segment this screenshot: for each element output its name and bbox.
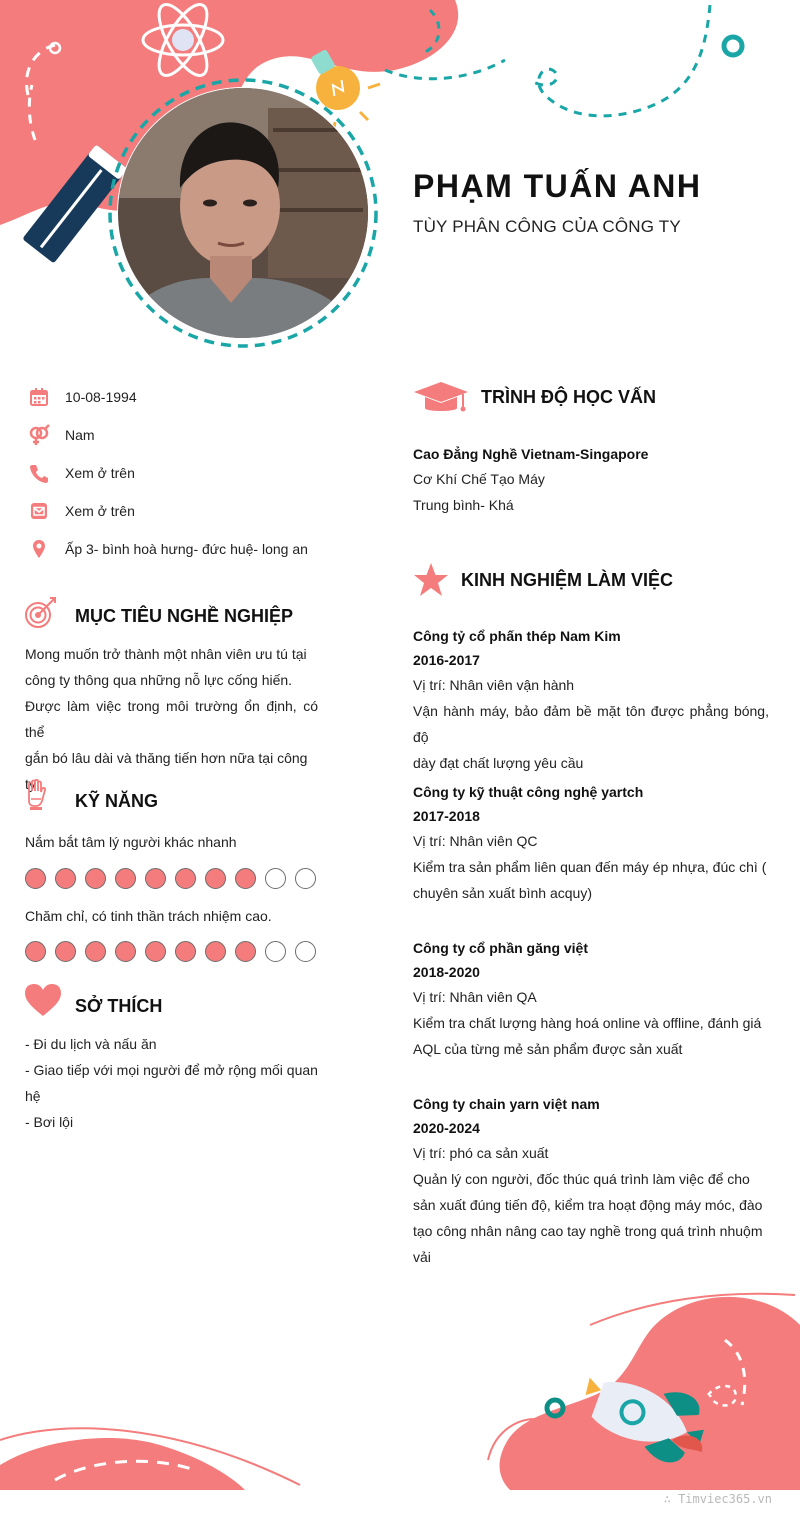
desc-line: tạo công nhân nâng cao tay nghề trong quá trình nhuộm xyxy=(413,1223,763,1239)
experience-item xyxy=(413,1092,769,1270)
rating-dot-filled xyxy=(25,868,46,889)
experience-item xyxy=(413,624,769,776)
rating-dot-filled xyxy=(145,868,166,889)
objective-title: MỤC TIÊU NGHỀ NGHIỆP xyxy=(75,606,294,626)
experience-company: Công tỷ cổ phấn thép Nam Kim xyxy=(413,628,621,644)
objective-line: gắn bó lâu dài và thăng tiến hơn nữa tại công xyxy=(25,750,308,766)
info-gender xyxy=(28,423,95,447)
rating-dot-filled xyxy=(205,941,226,962)
experience-item xyxy=(413,780,769,906)
gender-text: Nam xyxy=(65,427,95,443)
footer-decoration xyxy=(0,1280,800,1490)
experience-desc xyxy=(413,854,769,906)
education-major: Cơ Khí Chế Tạo Máy xyxy=(413,471,545,487)
star-icon xyxy=(413,562,449,598)
birthday-text: 10-08-1994 xyxy=(65,389,137,405)
experience-position: Vị trí: Nhân viên QA xyxy=(413,989,537,1005)
experience-period: 2017-2018 xyxy=(413,808,480,824)
address-text: Ấp 3- bình hoà hưng- đức huệ- long an xyxy=(65,541,308,557)
rating-dot-filled xyxy=(115,941,136,962)
desc-line: chuyên sản xuất bình acquy) xyxy=(413,885,593,901)
skill-label: Nắm bắt tâm lý người khác nhanh xyxy=(25,834,237,850)
experience-period: 2020-2024 xyxy=(413,1120,480,1136)
experience-position: Vị trí: Nhân viên QC xyxy=(413,833,538,849)
experience-desc xyxy=(413,1166,769,1270)
rating-dot-filled xyxy=(55,941,76,962)
rating-dot-filled xyxy=(55,868,76,889)
experience-company: Công ty kỹ thuật công nghệ yartch xyxy=(413,784,644,800)
rating-dot-empty xyxy=(265,941,286,962)
target-icon xyxy=(24,596,58,630)
rating-dot-filled xyxy=(85,941,106,962)
skill-label: Chăm chỉ, có tinh thần trách nhiệm cao. xyxy=(25,908,272,924)
education-school: Cao Đẳng Nghề Vietnam-Singapore xyxy=(413,446,649,462)
desc-line: Quản lý con người, đốc thúc quá trình làm việc để cho xyxy=(413,1171,750,1187)
hobby-line: - Giao tiếp với mọi người để mở rộng mối quan xyxy=(25,1062,318,1078)
info-address xyxy=(28,537,308,561)
experience-desc xyxy=(413,1010,769,1062)
phone-icon xyxy=(28,462,50,484)
experience-position: Vị trí: Nhân viên vận hành xyxy=(413,677,575,693)
experience-period: 2016-2017 xyxy=(413,652,480,668)
experience-position: Vị trí: phó ca sản xuất xyxy=(413,1145,549,1161)
objective-line: ty xyxy=(25,776,36,792)
job-title: TÙY PHÂN CÔNG CỦA CÔNG TY xyxy=(413,217,681,236)
hand-icon xyxy=(24,779,48,811)
education-grade: Trung bình- Khá xyxy=(413,497,514,513)
desc-line: Kiểm tra sản phẩm liên quan đến máy ép nhựa, đúc chì ( xyxy=(413,859,767,875)
gender-icon xyxy=(28,424,50,446)
heart-icon xyxy=(24,983,62,1017)
objective-text xyxy=(25,641,318,797)
rating-dot-empty xyxy=(295,941,316,962)
rating-dot-filled xyxy=(175,868,196,889)
experience-company: Công ty cổ phần găng việt xyxy=(413,940,589,956)
skills-title: KỸ NĂNG xyxy=(75,791,159,811)
desc-line: AQL của từng mẻ sản phẩm được sản xuất xyxy=(413,1041,683,1057)
objective-line: công ty thông qua những nỗ lực cống hiến. xyxy=(25,672,293,688)
hobbies-title: SỞ THÍCH xyxy=(75,996,163,1016)
experience-period: 2018-2020 xyxy=(413,964,480,980)
footer-watermark: ∴ Timviec365.vn xyxy=(663,1492,772,1506)
graduation-cap-icon xyxy=(413,380,469,416)
experience-title: KINH NGHIỆM LÀM VIỆC xyxy=(461,570,674,590)
hobby-line: hệ xyxy=(25,1088,41,1104)
rating-dot-filled xyxy=(85,868,106,889)
experience-desc xyxy=(413,698,769,776)
rating-dot-empty xyxy=(295,868,316,889)
skill-rating xyxy=(25,868,316,889)
hobby-line: - Đi du lịch và nấu ăn xyxy=(25,1036,157,1052)
info-email xyxy=(28,499,135,523)
rating-dot-filled xyxy=(235,941,256,962)
objective-line: Mong muốn trở thành một nhân viên ưu tú tại xyxy=(25,646,307,662)
desc-line: Vận hành máy, bảo đảm bề mặt tôn được phẳng bóng, độ xyxy=(413,703,769,745)
phone-text: Xem ở trên xyxy=(65,465,135,481)
info-phone xyxy=(28,461,135,485)
experience-item xyxy=(413,936,769,1062)
email-icon xyxy=(28,500,50,522)
location-icon xyxy=(28,538,50,560)
hobbies-text xyxy=(25,1031,325,1135)
experience-company: Công ty chain yarn việt nam xyxy=(413,1096,600,1112)
objective-line: Được làm việc trong môi trường ổn định, có thể xyxy=(25,698,318,740)
info-birthday xyxy=(28,385,137,409)
rating-dot-filled xyxy=(25,941,46,962)
desc-line: vải xyxy=(413,1249,431,1265)
rating-dot-empty xyxy=(265,868,286,889)
desc-line: sản xuất đúng tiến độ, kiểm tra hoạt động máy móc, đào xyxy=(413,1197,763,1213)
full-name: PHẠM TUẤN ANH xyxy=(413,168,702,204)
rating-dot-filled xyxy=(235,868,256,889)
rating-dot-filled xyxy=(145,941,166,962)
desc-line: Kiểm tra chất lượng hàng hoá online và offline, đánh giá xyxy=(413,1015,762,1031)
rating-dot-filled xyxy=(115,868,136,889)
rating-dot-filled xyxy=(205,868,226,889)
calendar-icon xyxy=(28,386,50,408)
rating-dot-filled xyxy=(175,941,196,962)
profile-photo xyxy=(118,88,368,338)
education-title: TRÌNH ĐỘ HỌC VẤN xyxy=(481,387,656,407)
email-text: Xem ở trên xyxy=(65,503,135,519)
skill-rating xyxy=(25,941,316,962)
hobby-line: - Bơi lội xyxy=(25,1114,74,1130)
desc-line: dày đạt chất lượng yêu cầu xyxy=(413,755,584,771)
